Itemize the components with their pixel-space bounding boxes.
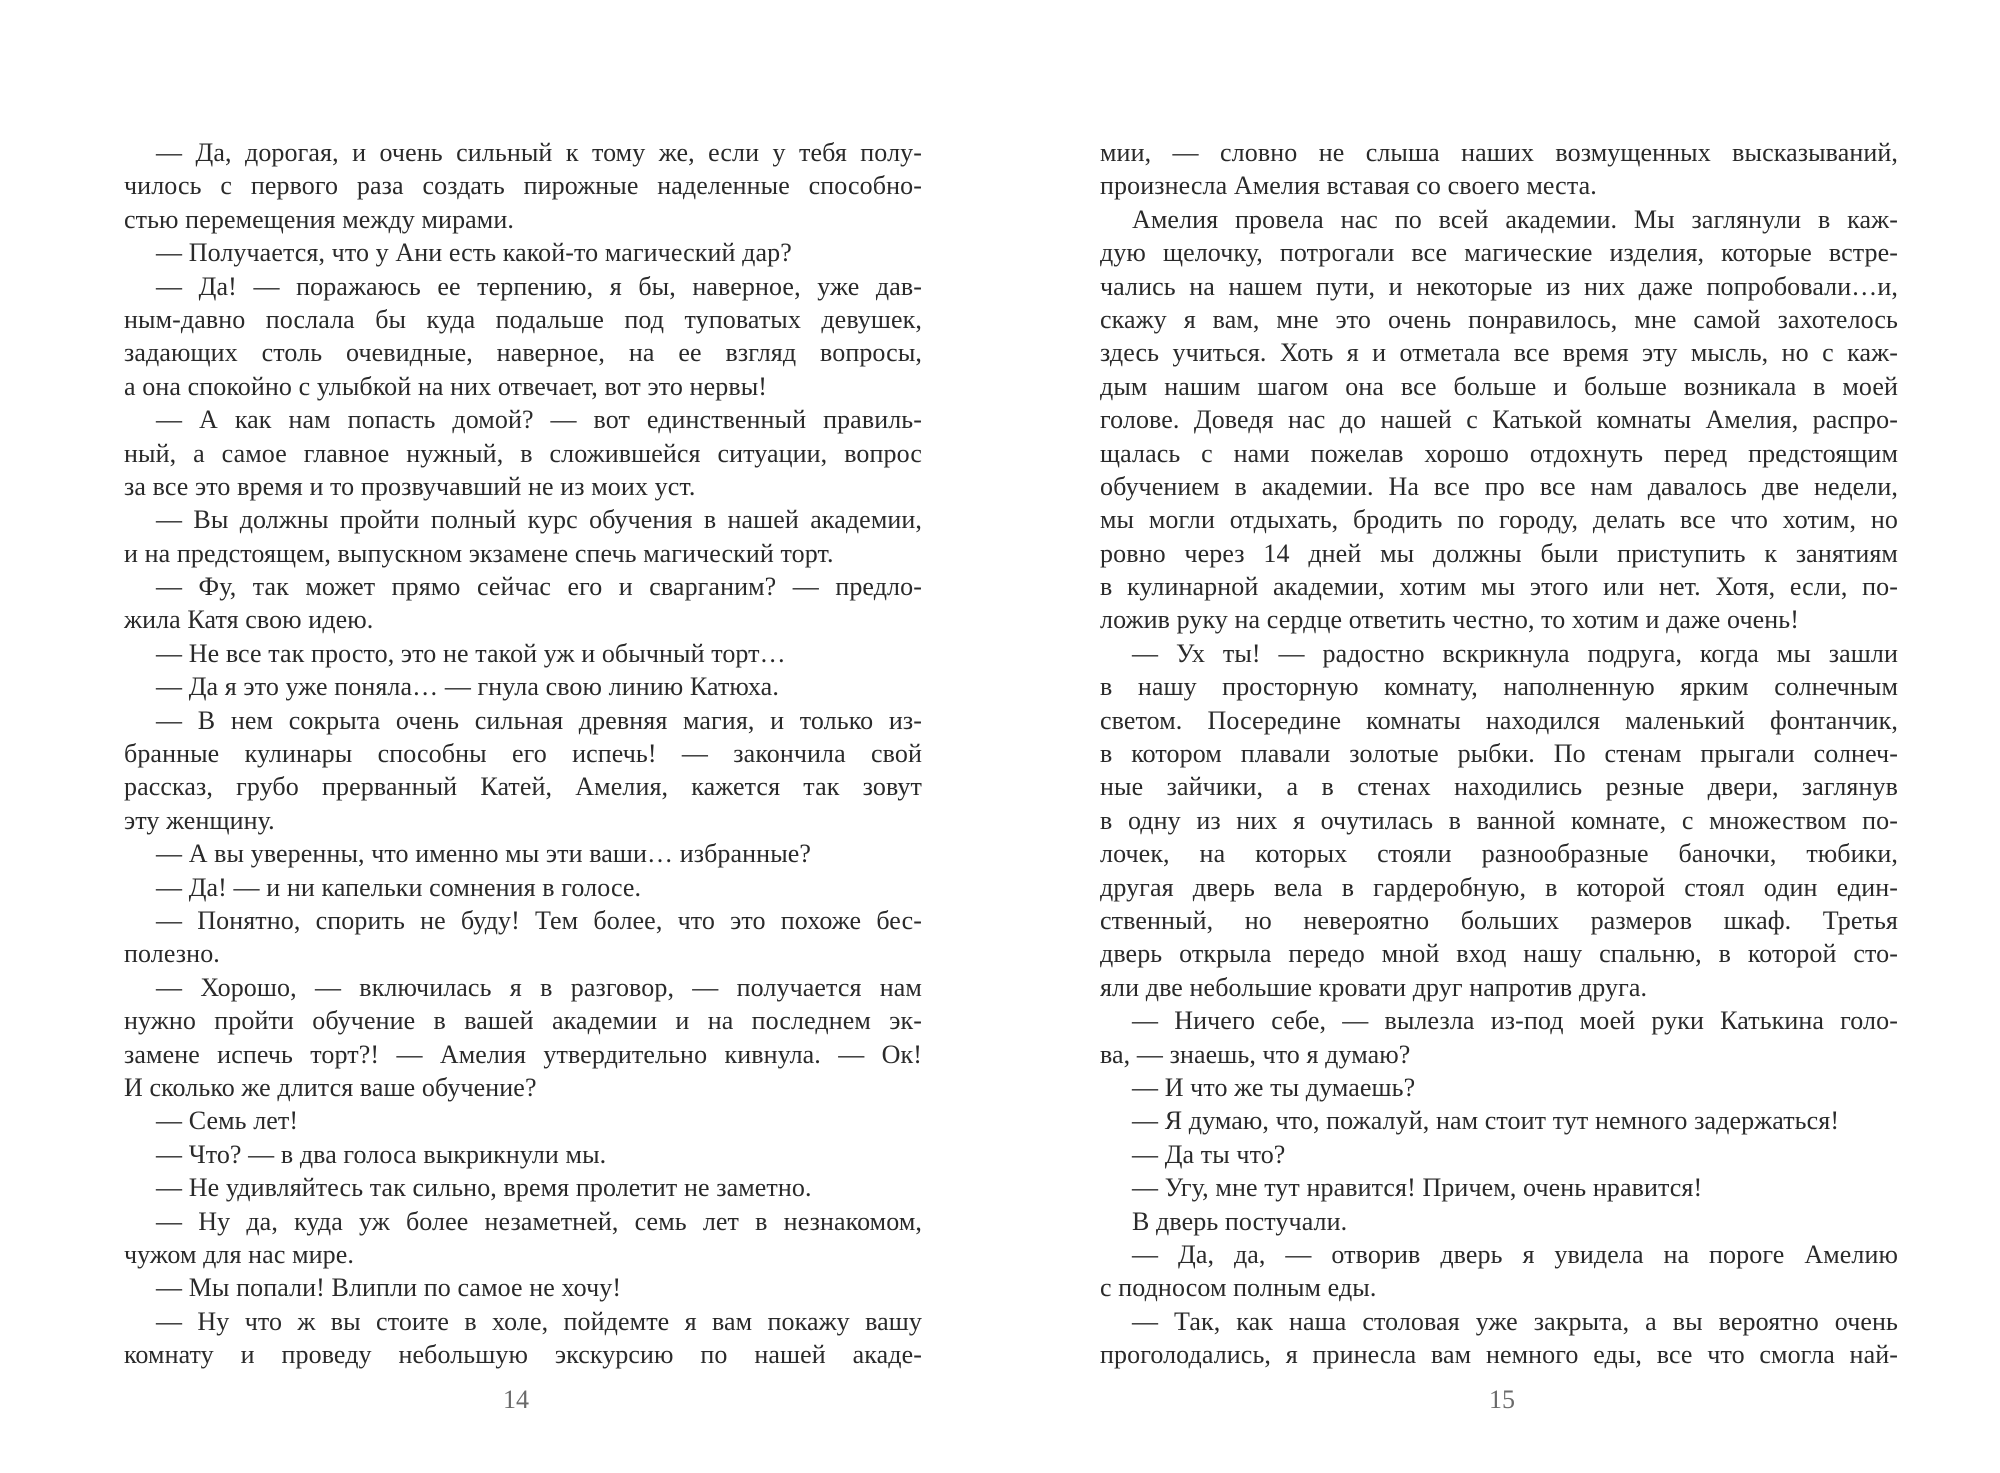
text-line: — Ничего себе, — вылезла из-под моей руки Катькина голо- — [1132, 1006, 1898, 1036]
text-line: — Мы попали! Влипли по самое не хочу! — [156, 1273, 622, 1303]
text-line: — В нем сокрыта очень сильная древняя магия, и только из- — [156, 705, 922, 735]
text-line: за все это время и то прозвучавший не из моих уст. — [124, 471, 696, 501]
text-line: — А вы уверенны, что именно мы эти ваши… избранные? — [156, 839, 812, 869]
text-line: ровно через 14 дней мы должны были приступить к занятиям — [1100, 538, 1898, 568]
text-line: полезно. — [124, 939, 220, 969]
text-line: — Да! — и ни капельки сомнения в голосе. — [156, 872, 642, 902]
text-line: жила Катя свою идею. — [124, 605, 374, 635]
text-line: мы могли отдыхать, бродить по городу, делать все что хотим, но — [1100, 505, 1898, 535]
text-line: чались на нашем пути, и некоторые из них даже попробовали…и, — [1100, 271, 1898, 301]
text-line: светом. Посередине комнаты находился маленький фонтанчик, — [1100, 705, 1898, 735]
text-line: — Что? — в два голоса выкрикнули мы. — [156, 1139, 607, 1169]
left-page-number: 14 — [503, 1385, 529, 1414]
text-line: Амелия провела нас по всей академии. Мы заглянули в каж- — [1132, 204, 1898, 234]
text-line: — Ну что ж вы стоите в холе, пойдемте я вам покажу вашу — [156, 1306, 922, 1336]
text-line: стью перемещения между мирами. — [124, 204, 514, 234]
text-line: ва, — знаешь, что я думаю? — [1100, 1039, 1411, 1069]
text-line: — Не все так просто, это не такой уж и обычный торт… — [156, 638, 786, 668]
text-line: эту женщину. — [124, 805, 275, 835]
text-line: — Вы должны пройти полный курс обучения в нашей академии, — [156, 505, 922, 535]
text-line: в одну из них я очутилась в ванной комнате, с множеством по- — [1100, 805, 1898, 835]
text-line: — Получается, что у Ани есть какой-то магический дар? — [156, 238, 792, 268]
text-line: рассказ, грубо прерванный Катей, Амелия, кажется так зовут — [124, 772, 922, 802]
text-line: голове. Доведя нас до нашей с Катькой комнаты Амелия, распро- — [1100, 405, 1898, 435]
text-line: — Хорошо, — включилась я в разговор, — получается нам — [156, 972, 922, 1002]
text-line: — Да, да, — отворив дверь я увидела на пороге Амелию — [1132, 1239, 1898, 1269]
text-line: щалась с нами пожелав хорошо отдохнуть перед предстоящим — [1100, 438, 1898, 468]
text-line: проголодались, я принесла вам немного еды, все что смогла най- — [1100, 1340, 1898, 1370]
text-line: — Да, дорогая, и очень сильный к тому же, если у тебя полу- — [156, 138, 922, 167]
text-line: и на предстоящем, выпускном экзамене спечь магический торт. — [124, 538, 834, 568]
text-line: дую щелочку, потрогали все магические изделия, которые встре- — [1100, 238, 1898, 268]
text-line: обучением в академии. На все про все нам давалось две недели, — [1100, 471, 1898, 501]
text-line: И сколько же длится ваше обучение? — [124, 1072, 537, 1102]
text-line: другая дверь вела в гардеробную, в которой стоял один един- — [1100, 872, 1898, 902]
text-line: — Понятно, спорить не буду! Тем более, что это похоже бес- — [156, 905, 922, 935]
text-line: — Фу, так может прямо сейчас его и сварганим? — предло- — [156, 572, 922, 602]
text-line: В дверь постучали. — [1132, 1206, 1348, 1236]
text-line: произнесла Амелия вставая со своего места. — [1100, 171, 1597, 201]
text-line: замене испечь торт?! — Амелия утвердительно кивнула. — Ок! — [124, 1039, 922, 1069]
text-line: — Ну да, куда уж более незаметней, семь лет в незнакомом, — [156, 1206, 922, 1236]
text-line: яли две небольшие кровати друг напротив друга. — [1100, 972, 1648, 1002]
text-line: а она спокойно с улыбкой на них отвечает, вот это нервы! — [124, 371, 768, 401]
text-line: ным-давно послала бы куда подальше под туповатых девушек, — [124, 304, 922, 334]
text-line: — Так, как наша столовая уже закрыта, а вы вероятно очень — [1132, 1306, 1898, 1336]
text-line: здесь учиться. Хоть я и отметала все время эту мысль, но с каж- — [1100, 338, 1898, 368]
text-line: — Семь лет! — [156, 1106, 299, 1136]
text-line: — Я думаю, что, пожалуй, нам стоит тут немного задержаться! — [1132, 1106, 1840, 1136]
text-line: бранные кулинары способны его испечь! — закончила свой — [124, 739, 922, 769]
text-line: мии, — словно не слыша наших возмущенных высказываний, — [1100, 138, 1898, 167]
text-line: — Не удивляйтесь так сильно, время пролетит не заметно. — [156, 1173, 812, 1203]
text-line: дым нашим шагом она все больше и больше возникала в моей — [1100, 371, 1898, 401]
text-line: в котором плавали золотые рыбки. По стенам прыгали солнеч- — [1100, 739, 1898, 769]
text-line: комнату и проведу небольшую экскурсию по нашей акаде- — [124, 1340, 922, 1370]
text-line: скажу я вам, мне это очень понравилось, мне самой захотелось — [1100, 304, 1898, 334]
text-line: с подносом полным еды. — [1100, 1273, 1377, 1303]
text-line: нужно пройти обучение в вашей академии и на последнем эк- — [124, 1006, 922, 1036]
text-line: ный, а самое главное нужный, в сложившейся ситуации, вопрос — [124, 438, 922, 468]
text-line: дверь открыла передо мной вход нашу спальню, в которой сто- — [1100, 939, 1898, 969]
text-line: — Да я это уже поняла… — гнула свою линию Катюха. — [156, 672, 779, 702]
text-line: ственный, но невероятно больших размеров шкаф. Третья — [1100, 905, 1898, 935]
text-line: — Да ты что? — [1132, 1139, 1286, 1169]
text-line: ложив руку на сердце ответить честно, то хотим и даже очень! — [1100, 605, 1799, 635]
text-line: в кулинарной академии, хотим мы этого или нет. Хотя, если, по- — [1100, 572, 1898, 602]
text-line: ные зайчики, а в стенах находились резные двери, заглянув — [1100, 772, 1898, 802]
right-page-number: 15 — [1489, 1385, 1515, 1414]
text-line: — Ух ты! — радостно вскрикнула подруга, когда мы зашли — [1132, 638, 1898, 668]
text-line: чужом для нас мире. — [124, 1239, 354, 1269]
text-line: задающих столь очевидные, наверное, на ее взгляд вопросы, — [124, 338, 922, 368]
text-line: — А как нам попасть домой? — вот единственный правиль- — [156, 405, 922, 435]
text-line: в нашу просторную комнату, наполненную ярким солнечным — [1100, 672, 1898, 702]
text-line: — Угу, мне тут нравится! Причем, очень нравится! — [1132, 1173, 1703, 1203]
right-page — [1100, 136, 1898, 1371]
text-line: чилось с первого раза создать пирожные наделенные способно- — [124, 171, 922, 201]
text-line: — Да! — поражаюсь ее терпению, я бы, наверное, уже дав- — [156, 271, 922, 301]
text-line: лочек, на которых стояли разнообразные баночки, тюбики, — [1100, 839, 1898, 869]
left-page — [124, 136, 922, 1371]
text-line: — И что же ты думаешь? — [1132, 1072, 1416, 1102]
